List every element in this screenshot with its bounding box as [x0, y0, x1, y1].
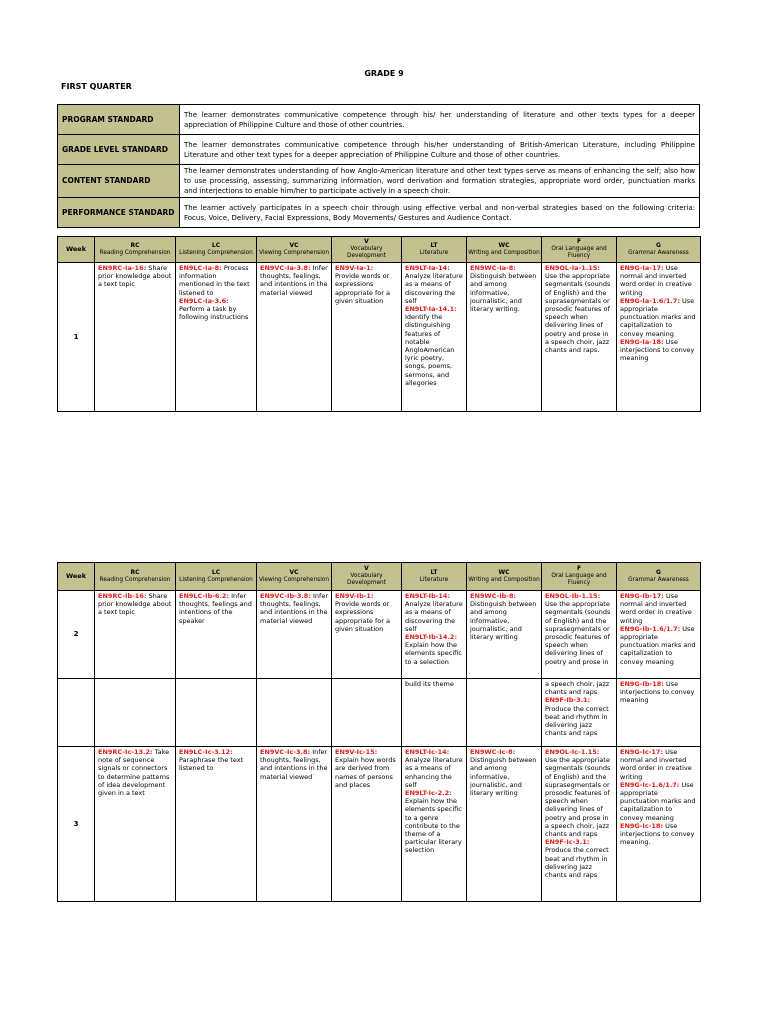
competency-item — [470, 748, 538, 797]
competency-text: Use appropriate punctuation marks and capitalization to convey meaning — [620, 624, 696, 666]
competency-code: EN9F-Ic-3.1: — [545, 838, 590, 847]
competency-code: EN9G-Ia-18: — [620, 337, 664, 346]
column-header-v — [332, 563, 402, 591]
column-header-g — [617, 563, 701, 591]
competency-code: EN9G-Ic-17: — [620, 748, 664, 756]
competency-code: EN9LT-Ia-14.1: — [405, 305, 457, 314]
column-code: G — [656, 241, 661, 249]
competency-item — [620, 297, 697, 338]
competency-cell — [176, 263, 257, 412]
competency-code: EN9G-Ic-18: — [620, 821, 664, 830]
standard-text: The learner actively participates in a speech choir through using effective verbal and non-verbal strategies based on the following criteria: Focus, Voice, Delivery, Facial Expressions, Body Movements/ Gestures and Audience Contact. — [180, 198, 700, 228]
column-code: WC — [498, 241, 510, 249]
column-name: Vocabulary Development — [346, 572, 387, 587]
competency-text: Distinguish between and among informative, journalistic, and literary writing. — [470, 272, 537, 314]
competency-cell — [467, 747, 542, 902]
column-name: Literature — [419, 576, 449, 583]
competency-cell — [467, 591, 542, 679]
week-number — [58, 679, 95, 747]
competency-text: Use normal and inverted word order in creative writing — [620, 748, 692, 781]
competency-item — [545, 838, 613, 879]
competency-code: EN9F-Ib-3.1: — [545, 696, 591, 705]
standards-row — [58, 198, 700, 228]
competency-code: EN9V-Ic-15: — [335, 748, 378, 756]
column-name: Vocabulary Development — [346, 245, 387, 260]
competency-item — [620, 625, 697, 666]
standard-text: The learner demonstrates communicative competence through his/ her understanding of literature and other texts types for a deeper appreciation of Philippine Culture and those of other countries. — [180, 105, 700, 135]
column-name: Viewing Comprehension — [258, 576, 330, 583]
grade-title: GRADE 9 — [364, 69, 404, 78]
competency-cell — [402, 679, 467, 747]
competency-code: EN9LC-Ib-6.2: — [179, 592, 230, 600]
column-name: Listening Comprehension — [179, 249, 253, 256]
competency-text: Share prior knowledge about a text topic — [98, 264, 172, 289]
competency-code: EN9WC-Ia-8: — [470, 264, 516, 272]
competency-item — [260, 592, 328, 625]
competency-text: Use the appropriate segmentals (sounds of English) and the suprasegmentals or prosodic features of speech when delivering lines of poetry and prose in a speech choir, jazz chants and raps — [545, 756, 611, 839]
column-code: VC — [289, 241, 299, 249]
competency-text: Provide words or expressions appropriate for a given situation — [335, 600, 390, 633]
standard-label: PERFORMANCE STANDARD — [58, 198, 180, 228]
competency-code: EN9OL-Ic-1.15: — [545, 748, 600, 756]
column-name: Listening Comprehension — [179, 576, 253, 583]
competency-item — [545, 696, 613, 737]
competency-code: EN9LT-Ib-14.2: — [405, 633, 458, 642]
competency-text: Use interjections to convey meaning. — [620, 821, 695, 847]
competency-code: EN9VC-Ia-3.8: — [260, 264, 311, 272]
competency-item — [260, 264, 328, 297]
competency-cell — [257, 263, 332, 412]
standards-row — [58, 135, 700, 165]
competency-item — [98, 264, 172, 289]
competency-item — [470, 592, 538, 641]
competency-cell — [95, 591, 176, 679]
competency-code: EN9LT-Ic-2.2: — [405, 789, 452, 798]
competency-code: EN9RC-Ia-16: — [98, 264, 147, 272]
competency-cell — [257, 747, 332, 902]
competency-item — [405, 680, 463, 688]
competency-item — [620, 592, 697, 625]
competency-item — [620, 822, 697, 847]
competency-code: EN9VC-Ib-3.8: — [260, 592, 311, 600]
competency-item — [405, 305, 463, 387]
column-code: V — [364, 238, 369, 246]
column-header-g — [617, 237, 701, 263]
competency-text: Explain how words are derived from names of persons and places — [335, 756, 396, 789]
column-header-vc — [257, 563, 332, 591]
competency-item — [620, 748, 697, 781]
standard-text: The learner demonstrates communicative competence through his/her understanding of British-American Literature, including Philippine Literature and other text types for a deeper appreciation of Philippine Culture and those of other countries. — [180, 135, 700, 165]
column-code: WC — [498, 568, 510, 576]
column-name: Literature — [419, 249, 449, 256]
column-header-wc — [467, 237, 542, 263]
competency-code: EN9RC-Ic-13.2: — [98, 748, 153, 756]
week-number: 3 — [58, 747, 95, 902]
column-code: LT — [430, 241, 438, 249]
week-row — [58, 263, 701, 412]
competency-item — [179, 264, 253, 297]
competency-item — [335, 592, 398, 633]
competency-item — [335, 748, 398, 789]
column-name: Grammar Awareness — [628, 249, 689, 256]
competency-text: Analyze literature as a means of discovering the self — [405, 272, 463, 305]
week-row — [58, 679, 701, 747]
competency-cell — [402, 263, 467, 412]
competency-text: Take note of sequence signals or connectors to determine patterns of idea development given in a text — [98, 748, 170, 798]
curriculum-grid — [57, 236, 701, 412]
competency-item — [470, 264, 538, 313]
competency-text: Distinguish between and among informative, journalistic, and literary writing — [470, 756, 537, 798]
column-header-rc — [95, 563, 176, 591]
competency-cell — [402, 591, 467, 679]
column-name: Reading Comprehension — [99, 576, 171, 583]
competency-item — [405, 748, 463, 789]
competency-code: EN9RC-Ib-16: — [98, 592, 147, 600]
week-column-header: Week — [58, 563, 95, 591]
competency-item — [545, 748, 613, 838]
column-header-f — [542, 237, 617, 263]
week-column-header: Week — [58, 237, 95, 263]
competency-cell — [542, 263, 617, 412]
competency-item — [405, 633, 463, 666]
competency-code: EN9G-Ib-1.6/1.7: — [620, 624, 681, 633]
competency-code: EN9LT-Ic-14: — [405, 748, 450, 756]
competency-item — [98, 592, 172, 617]
competency-item — [620, 338, 697, 363]
competency-text: Analyze literature as a means of enhancing the self — [405, 756, 463, 789]
week-row — [58, 591, 701, 679]
competency-cell — [332, 747, 402, 902]
curriculum-grid — [57, 562, 701, 902]
competency-text: Produce the correct beat and rhythm in delivering jazz chants and raps — [545, 704, 609, 738]
competency-code: EN9VC-Ic-3.8: — [260, 748, 311, 756]
competency-text: a speech choir, jazz chants and raps — [545, 680, 610, 697]
column-code: RC — [130, 568, 140, 576]
column-name: Writing and Composition — [468, 576, 540, 583]
competency-item — [405, 592, 463, 633]
column-header-lt — [402, 237, 467, 263]
grid-header — [58, 563, 701, 591]
competency-text: Infer thoughts, feelings, and intentions in the material viewed — [260, 264, 328, 297]
grid-header-row — [58, 237, 701, 263]
column-code: F — [576, 565, 582, 573]
competency-code: EN9V-Ib-1: — [335, 592, 374, 600]
competency-code: EN9WC-Ib-8: — [470, 592, 517, 600]
quarter-title: FIRST QUARTER — [61, 82, 132, 91]
competency-code: EN9OL-Ib-1.15: — [545, 592, 601, 600]
competency-text: Distinguish between and among informative, journalistic, and literary writing — [470, 600, 537, 642]
competency-text: Infer thoughts, feelings, and intentions in the material viewed — [260, 748, 328, 781]
column-name: Grammar Awareness — [628, 576, 689, 583]
competency-text: Use the appropriate segmentals (sounds of English) and the suprasegmentals or prosodic features of speech when delivering lines of poetry and prose in a speech choir, jazz chants and raps. — [545, 272, 611, 355]
week-number: 2 — [58, 591, 95, 679]
standards-row — [58, 165, 700, 198]
column-code: RC — [130, 241, 140, 249]
competency-code: EN9G-Ib-17: — [620, 592, 664, 600]
competency-text: Perform a task by following instructions — [179, 305, 249, 322]
competency-cell — [617, 747, 701, 902]
grid-header — [58, 237, 701, 263]
competency-item — [545, 264, 613, 354]
column-header-f — [542, 563, 617, 591]
competency-item — [545, 680, 613, 696]
competency-text: Explain how the elements specific to a genre contribute to the theme of a particular literary selection — [405, 797, 462, 855]
competency-item — [405, 789, 463, 855]
column-header-lc — [176, 563, 257, 591]
competency-cell — [176, 591, 257, 679]
competency-item — [620, 680, 697, 705]
competency-code: EN9V-Ia-1: — [335, 264, 374, 272]
competency-text: Produce the correct beat and rhythm in delivering jazz chants and raps — [545, 846, 609, 880]
standard-label: CONTENT STANDARD — [58, 165, 180, 198]
competency-item — [405, 264, 463, 305]
competency-code: EN9G-Ic-1.6/1.7: — [620, 780, 680, 789]
competency-item — [335, 264, 398, 305]
competency-cell — [95, 679, 176, 747]
competency-text: Infer thoughts, feelings, and intentions in the material viewed — [260, 592, 329, 625]
standard-text: The learner demonstrates understanding of how Anglo-American literature and other text types serve as means of enhancing the self; also how to use processing, assessing, summarizing information, word derivation and formation strategies, appropriate word order, punctuation marks and interjections to enable him/her to participate actively in a speech choir. — [180, 165, 700, 198]
competency-cell — [617, 263, 701, 412]
column-code: LC — [211, 241, 221, 249]
competency-item — [98, 748, 172, 797]
competency-cell — [176, 747, 257, 902]
competency-item — [179, 592, 253, 625]
competency-text: Use the appropriate segmentals (sounds of English) and the suprasegmentals or prosodic features of speech when delivering lines of poetry and prose in — [545, 600, 611, 666]
competency-cell — [542, 679, 617, 747]
competency-text: Use normal and inverted word order in creative writing — [620, 592, 692, 625]
competency-text: Paraphrase the text listened to — [179, 756, 244, 773]
competency-cell — [332, 679, 402, 747]
week-number: 1 — [58, 263, 95, 412]
competency-text: Process information mentioned in the text listened to — [179, 264, 250, 297]
competency-code: EN9WC-Ic-8: — [470, 748, 516, 756]
competency-text: build its theme — [405, 680, 454, 688]
column-name: Reading Comprehension — [99, 249, 171, 256]
competency-code: EN9LC-Ia-8: — [179, 264, 222, 272]
competency-cell — [332, 591, 402, 679]
column-name: Viewing Comprehension — [258, 249, 330, 256]
competency-item — [620, 781, 697, 822]
competency-text: Use appropriate punctuation marks and capitalization to convey meaning — [620, 296, 696, 338]
column-code: LC — [211, 568, 221, 576]
competency-text: Use appropriate punctuation marks and capitalization to convey meaning — [620, 780, 696, 822]
competency-cell — [617, 591, 701, 679]
competency-code: EN9LT-Ia-14: — [405, 264, 450, 272]
standard-label: GRADE LEVEL STANDARD — [58, 135, 180, 165]
competency-item — [545, 592, 613, 666]
standards-table — [57, 104, 700, 228]
standards-row — [58, 105, 700, 135]
competency-code: EN9G-Ia-1.6/1.7: — [620, 296, 680, 305]
column-header-vc — [257, 237, 332, 263]
column-header-v — [332, 237, 402, 263]
competency-cell — [467, 263, 542, 412]
column-name: Writing and Composition — [468, 249, 540, 256]
week-row — [58, 747, 701, 902]
column-code: G — [656, 568, 661, 576]
competency-cell — [95, 263, 176, 412]
column-code: LT — [430, 568, 438, 576]
competency-cell — [542, 747, 617, 902]
competency-text: Use normal and inverted word order in creative writing — [620, 264, 692, 297]
column-code: VC — [289, 568, 299, 576]
competency-text: Use interjections to convey meaning — [620, 337, 695, 363]
competency-text: Identify the distinguishing features of notable AngloAmerican lyric poetry, songs, poems, sermons, and allegories — [405, 313, 455, 387]
competency-item — [179, 297, 253, 322]
competency-code: EN9G-Ib-18: — [620, 680, 664, 688]
competency-cell — [402, 747, 467, 902]
standard-label: PROGRAM STANDARD — [58, 105, 180, 135]
competency-cell — [617, 679, 701, 747]
competency-item — [260, 748, 328, 781]
competency-cell — [95, 747, 176, 902]
competency-text: Analyze literature as a means of discovering the self — [405, 600, 463, 633]
competency-text: Explain how the elements specific to a selection — [405, 641, 462, 666]
competency-text: Use interjections to convey meaning — [620, 680, 695, 705]
column-header-lt — [402, 563, 467, 591]
column-code: F — [576, 238, 582, 246]
competency-cell — [542, 591, 617, 679]
column-name: Oral Language and Fluency — [551, 245, 607, 260]
column-code: V — [364, 565, 369, 573]
competency-text: Share prior knowledge about a text topic — [98, 592, 172, 617]
competency-cell — [176, 679, 257, 747]
grid-header-row — [58, 563, 701, 591]
column-header-lc — [176, 237, 257, 263]
competency-text: Provide words or expressions appropriate for a given situation — [335, 272, 390, 305]
competency-cell — [257, 591, 332, 679]
competency-code: EN9LC-Ia-3.6: — [179, 296, 229, 305]
column-header-rc — [95, 237, 176, 263]
competency-code: EN9LC-Ic-3.12: — [179, 748, 233, 756]
competency-text: Infer thoughts, feelings and intentions of the speaker — [179, 592, 252, 625]
competency-code: EN9G-Ia-17: — [620, 264, 664, 272]
competency-cell — [467, 679, 542, 747]
competency-item — [620, 264, 697, 297]
competency-code: EN9OL-Ia-1.15: — [545, 264, 600, 272]
competency-cell — [332, 263, 402, 412]
competency-cell — [257, 679, 332, 747]
competency-code: EN9LT-Ib-14: — [405, 592, 451, 600]
column-header-wc — [467, 563, 542, 591]
competency-item — [179, 748, 253, 773]
column-name: Oral Language and Fluency — [551, 572, 607, 587]
